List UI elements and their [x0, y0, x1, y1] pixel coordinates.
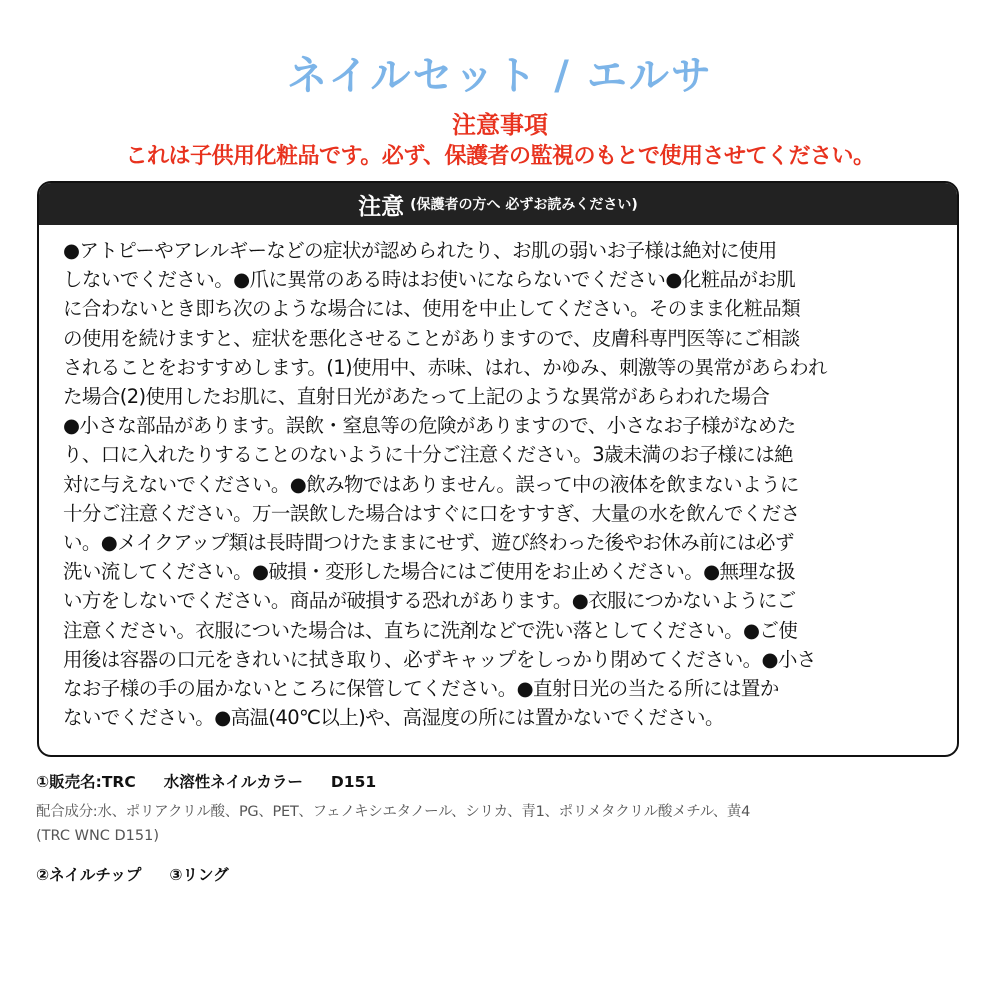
caution-line: 注意ください。衣服についた場合は、直ちに洗剤などで洗い落としてください。●ご使 — [63, 618, 798, 642]
product-seller: ①販売名:TRC — [36, 773, 136, 791]
caution-line: り、口に入れたりすることのないように十分ご注意ください。3歳未満のお子様には絶 — [63, 443, 794, 467]
caution-line: なお子様の手の届かないところに保管してください。●直射日光の当たる所には置か — [63, 677, 779, 701]
caution-sublabel: (保護者の方へ 必ずお読みください) — [410, 197, 638, 213]
caution-line: 洗い流してください。●破損・変形した場合にはご使用をお止めください。●無理な扱 — [63, 560, 796, 584]
caution-body — [39, 225, 957, 732]
notice-heading: 注意事項 — [452, 111, 548, 139]
caution-box — [37, 181, 959, 757]
caution-line: た場合(2)使用したお肌に、直射日光があたって上記のような異常があらわれた場合 — [63, 385, 770, 409]
product-name: 水溶性ネイルカラー — [163, 773, 303, 791]
caution-line: 対に与えないでください。●飲み物ではありません。誤って中の液体を飲まないように — [63, 472, 799, 496]
caution-line: しないでください。●爪に異常のある時はお使いにならないでください●化粧品がお肌 — [63, 268, 796, 292]
ingredients-code: (TRC WNC D151) — [36, 828, 160, 844]
caution-line: に合わないとき即ち次のような場合には、使用を中止してください。そのまま化粧品類 — [63, 297, 801, 321]
caution-line: されることをおすすめします。(1)使用中、赤味、はれ、かゆみ、刺激等の異常があらわれ — [63, 355, 827, 379]
caution-header — [39, 183, 957, 225]
item-nail-tip: ②ネイルチップ — [36, 866, 142, 884]
caution-line: い。●メイクアップ類は長時間つけたままにせず、遊び終わった後やお休み前には必ず — [63, 531, 794, 555]
caution-line: の使用を続けますと、症状を悪化させることがありますので、皮膚科専門医等にご相談 — [63, 326, 800, 350]
caution-label: 注意 — [358, 193, 405, 220]
page-title: ネイルセット / エルサ — [287, 53, 713, 99]
product-line — [36, 770, 966, 792]
caution-line: 十分ご注意ください。万一誤飲した場合はすぐに口をすすぎ、大量の水を飲んでくださ — [63, 501, 800, 525]
caution-line: ●小さな部品があります。誤飲・窒息等の危険がありますので、小さなお子様がなめた — [63, 414, 796, 438]
product-code: D151 — [330, 773, 377, 791]
caution-line: ないでください。●高温(40℃以上)や、高湿度の所には置かないでください。 — [63, 706, 724, 730]
caution-line: い方をしないでください。商品が破損する恐れがあります。●衣服につかないようにご — [63, 589, 796, 613]
notice-text: これは子供用化粧品です。必ず、保護者の監視のもとで使用させてください。 — [125, 144, 875, 169]
caution-line: ●アトピーやアレルギーなどの症状が認められたり、お肌の弱いお子様は絶対に使用 — [63, 239, 777, 262]
item-ring: ③リング — [169, 866, 229, 884]
ingredients-line: 配合成分:水、ポリアクリル酸、PG、PET、フェノキシエタノール、シリカ、青1、ポリメタクリル酸メチル、黄4 — [36, 804, 751, 820]
caution-line: 用後は容器の口元をきれいに拭き取り、必ずキャップをしっかり閉めてください。●小さ — [63, 647, 816, 671]
items-line — [36, 863, 966, 885]
